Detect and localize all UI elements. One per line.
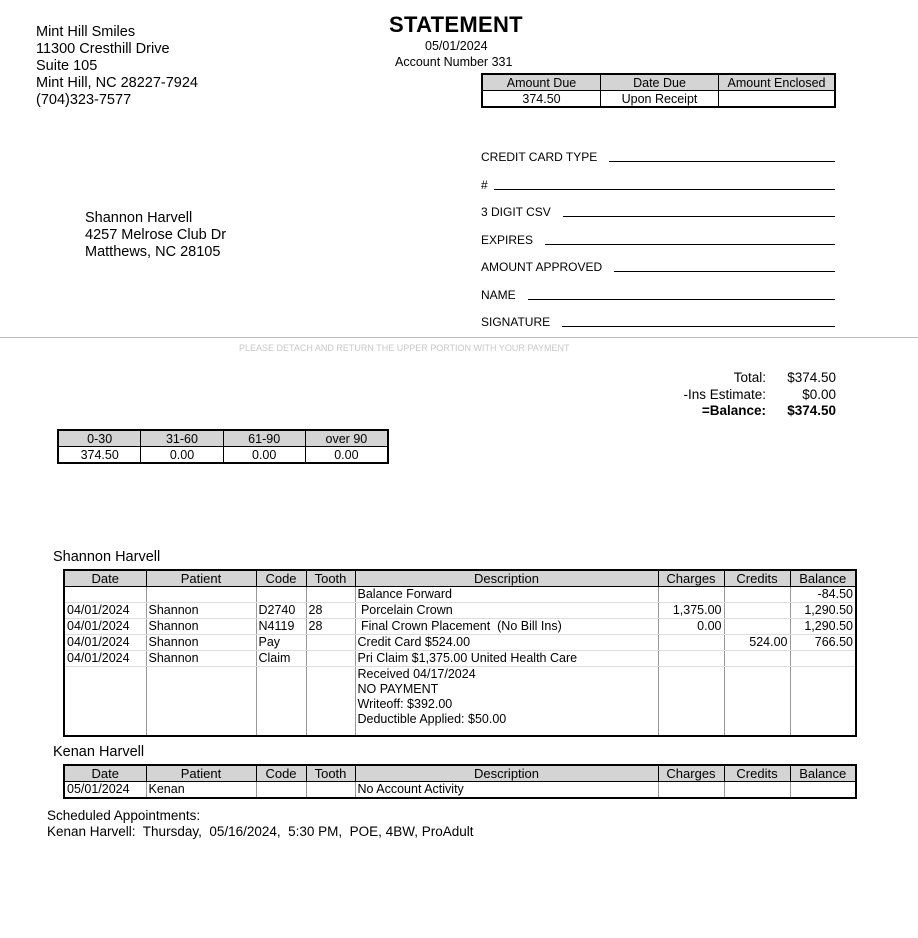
cell-code (256, 712, 306, 727)
cc-type-field[interactable] (481, 150, 835, 164)
cell-credits (724, 712, 790, 727)
cell-credits (724, 697, 790, 712)
amount-enclosed-header: Amount Enclosed (719, 74, 836, 91)
cell-code (256, 587, 306, 603)
col-charges: Charges (658, 570, 724, 587)
cell-date: 04/01/2024 (64, 635, 146, 651)
cc-type-line[interactable] (609, 151, 835, 162)
cc-number-field[interactable] (481, 178, 835, 192)
table-row-spacer (64, 727, 856, 736)
cc-number-line[interactable] (494, 179, 835, 190)
cc-type-label: CREDIT CARD TYPE (481, 150, 598, 164)
cell-patient (146, 682, 256, 697)
cell-description: No Account Activity (355, 782, 658, 799)
cell-date: 04/01/2024 (64, 651, 146, 667)
practice-phone: (704)323-7577 (36, 92, 132, 108)
ledger-table-shannon (63, 569, 857, 737)
table-row (64, 587, 856, 603)
cell-patient: Shannon (146, 603, 256, 619)
col-patient: Patient (146, 570, 256, 587)
cc-expires-line[interactable] (545, 234, 835, 245)
cc-csv-field[interactable] (481, 205, 835, 219)
col-tooth: Tooth (306, 570, 355, 587)
spacer-cell (790, 727, 856, 736)
cell-tooth: 28 (306, 603, 355, 619)
cell-description: NO PAYMENT (355, 682, 658, 697)
cell-description: Final Crown Placement (No Bill Ins) (355, 619, 658, 635)
cc-amount-approved-label: AMOUNT APPROVED (481, 260, 603, 274)
cc-name-line[interactable] (528, 289, 835, 300)
spacer-cell (256, 727, 306, 736)
amount-enclosed-field[interactable] (719, 91, 836, 108)
appointment-line: Kenan Harvell: Thursday, 05/16/2024, 5:30 PM, POE, 4BW, ProAdult (47, 823, 474, 839)
practice-name: Mint Hill Smiles (36, 24, 136, 40)
cell-balance (790, 697, 856, 712)
amount-due-table (481, 73, 836, 108)
table-row (64, 782, 856, 799)
cell-code: Pay (256, 635, 306, 651)
cell-tooth (306, 651, 355, 667)
cell-date (64, 587, 146, 603)
cell-balance: 1,290.50 (790, 619, 856, 635)
table-row (64, 712, 856, 727)
appointments-heading: Scheduled Appointments: (47, 808, 201, 823)
cell-tooth (306, 697, 355, 712)
cell-tooth (306, 635, 355, 651)
col-credits: Credits (724, 570, 790, 587)
aging-header-31-60: 31-60 (141, 430, 223, 447)
cell-credits: 524.00 (724, 635, 790, 651)
cc-number-label: # (481, 178, 488, 192)
cell-code: D2740 (256, 603, 306, 619)
cc-signature-line[interactable] (562, 316, 835, 327)
cell-balance (790, 712, 856, 727)
col-code: Code (256, 765, 306, 782)
cell-date (64, 667, 146, 683)
cell-patient (146, 667, 256, 683)
col-tooth: Tooth (306, 765, 355, 782)
cell-date: 04/01/2024 (64, 619, 146, 635)
cell-credits (724, 782, 790, 799)
col-credits: Credits (724, 765, 790, 782)
cell-charges: 1,375.00 (658, 603, 724, 619)
spacer-cell (658, 727, 724, 736)
cell-charges (658, 667, 724, 683)
patient-section-title: Shannon Harvell (53, 549, 161, 565)
table-row (64, 635, 856, 651)
cc-amount-approved-field[interactable] (481, 260, 835, 274)
detach-line (0, 337, 918, 338)
col-date: Date (64, 570, 146, 587)
ins-estimate-label: -Ins Estimate: (683, 387, 766, 402)
practice-suite: Suite 105 (36, 58, 98, 74)
cell-description: Credit Card $524.00 (355, 635, 658, 651)
cc-csv-line[interactable] (563, 206, 835, 217)
cell-patient (146, 697, 256, 712)
ins-estimate-value: $0.00 (802, 387, 836, 402)
cell-tooth (306, 667, 355, 683)
cell-description: Writeoff: $392.00 (355, 697, 658, 712)
recipient-name: Shannon Harvell (85, 210, 193, 226)
cell-credits (724, 682, 790, 697)
cell-credits (724, 667, 790, 683)
spacer-cell (306, 727, 355, 736)
cc-expires-field[interactable] (481, 233, 835, 247)
totals-block (646, 370, 836, 420)
table-row (64, 667, 856, 683)
cell-credits (724, 619, 790, 635)
date-due-value: Upon Receipt (601, 91, 719, 108)
cell-charges (658, 782, 724, 799)
cell-balance: 766.50 (790, 635, 856, 651)
cell-code: N4119 (256, 619, 306, 635)
table-row (64, 603, 856, 619)
cell-balance (790, 651, 856, 667)
col-balance: Balance (790, 570, 856, 587)
cell-charges (658, 635, 724, 651)
cell-balance: -84.50 (790, 587, 856, 603)
aging-header-61-90: 61-90 (223, 430, 305, 447)
cc-signature-field[interactable] (481, 315, 835, 329)
cell-patient: Shannon (146, 635, 256, 651)
cell-patient (146, 587, 256, 603)
cell-description: Received 04/17/2024 (355, 667, 658, 683)
amount-due-header: Amount Due (482, 74, 601, 91)
cell-code (256, 697, 306, 712)
aging-value-31-60: 0.00 (141, 447, 223, 464)
date-due-header: Date Due (601, 74, 719, 91)
cell-credits (724, 603, 790, 619)
cell-description: Porcelain Crown (355, 603, 658, 619)
table-row (64, 697, 856, 712)
cell-balance: 1,290.50 (790, 603, 856, 619)
cell-charges (658, 697, 724, 712)
detach-note: PLEASE DETACH AND RETURN THE UPPER PORTION WITH YOUR PAYMENT (239, 343, 570, 353)
cell-description: Pri Claim $1,375.00 United Health Care (355, 651, 658, 667)
cell-charges (658, 587, 724, 603)
col-balance: Balance (790, 765, 856, 782)
appointments-block (47, 808, 473, 839)
cell-date (64, 697, 146, 712)
total-label: Total: (733, 370, 766, 385)
recipient-city: Matthews, NC 28105 (85, 244, 221, 260)
aging-header-over-90: over 90 (305, 430, 388, 447)
recipient-street: 4257 Melrose Club Dr (85, 227, 227, 243)
cell-tooth (306, 682, 355, 697)
cc-csv-label: 3 DIGIT CSV (481, 205, 551, 219)
col-code: Code (256, 570, 306, 587)
aging-table (57, 429, 389, 464)
amount-due-value: 374.50 (482, 91, 601, 108)
cell-date: 04/01/2024 (64, 603, 146, 619)
balance-value: $374.50 (787, 403, 836, 418)
aging-value-0-30: 374.50 (58, 447, 141, 464)
cc-name-field[interactable] (481, 288, 835, 302)
cell-patient: Kenan (146, 782, 256, 799)
col-description: Description (355, 570, 658, 587)
aging-value-over-90: 0.00 (305, 447, 388, 464)
aging-header-0-30: 0-30 (58, 430, 141, 447)
cell-tooth: 28 (306, 619, 355, 635)
statement-date: 05/01/2024 (425, 39, 488, 53)
cell-patient: Shannon (146, 619, 256, 635)
cell-code (256, 782, 306, 799)
col-charges: Charges (658, 765, 724, 782)
cc-name-label: NAME (481, 288, 516, 302)
cell-description: Balance Forward (355, 587, 658, 603)
cell-code: Claim (256, 651, 306, 667)
table-row (64, 682, 856, 697)
cell-charges (658, 712, 724, 727)
total-value: $374.50 (787, 370, 836, 385)
cell-code (256, 682, 306, 697)
cell-date: 05/01/2024 (64, 782, 146, 799)
cell-balance (790, 667, 856, 683)
aging-value-61-90: 0.00 (223, 447, 305, 464)
col-description: Description (355, 765, 658, 782)
cc-amount-approved-line[interactable] (614, 261, 835, 272)
cell-code (256, 667, 306, 683)
cc-expires-label: EXPIRES (481, 233, 534, 247)
statement-title: STATEMENT (389, 12, 523, 37)
practice-address (36, 24, 198, 109)
account-number: Account Number 331 (395, 55, 513, 69)
cell-credits (724, 587, 790, 603)
cell-balance (790, 782, 856, 799)
table-row (64, 651, 856, 667)
practice-street: 11300 Cresthill Drive (36, 41, 170, 57)
spacer-cell (724, 727, 790, 736)
patient-section-title: Kenan Harvell (53, 744, 145, 760)
spacer-cell (355, 727, 658, 736)
cell-charges (658, 682, 724, 697)
cell-description: Deductible Applied: $50.00 (355, 712, 658, 727)
cell-charges (658, 651, 724, 667)
spacer-cell (64, 727, 146, 736)
balance-label: =Balance: (701, 403, 766, 418)
col-date: Date (64, 765, 146, 782)
cell-tooth (306, 782, 355, 799)
cc-signature-label: SIGNATURE (481, 315, 551, 329)
cell-date (64, 712, 146, 727)
cell-credits (724, 651, 790, 667)
practice-city: Mint Hill, NC 28227-7924 (36, 75, 198, 91)
cell-patient: Shannon (146, 651, 256, 667)
cell-date (64, 682, 146, 697)
spacer-cell (146, 727, 256, 736)
cell-balance (790, 682, 856, 697)
table-row (64, 619, 856, 635)
ledger-table-kenan (63, 764, 857, 799)
cell-charges: 0.00 (658, 619, 724, 635)
col-patient: Patient (146, 765, 256, 782)
cell-patient (146, 712, 256, 727)
cell-tooth (306, 587, 355, 603)
cell-tooth (306, 712, 355, 727)
recipient-address (85, 210, 226, 261)
